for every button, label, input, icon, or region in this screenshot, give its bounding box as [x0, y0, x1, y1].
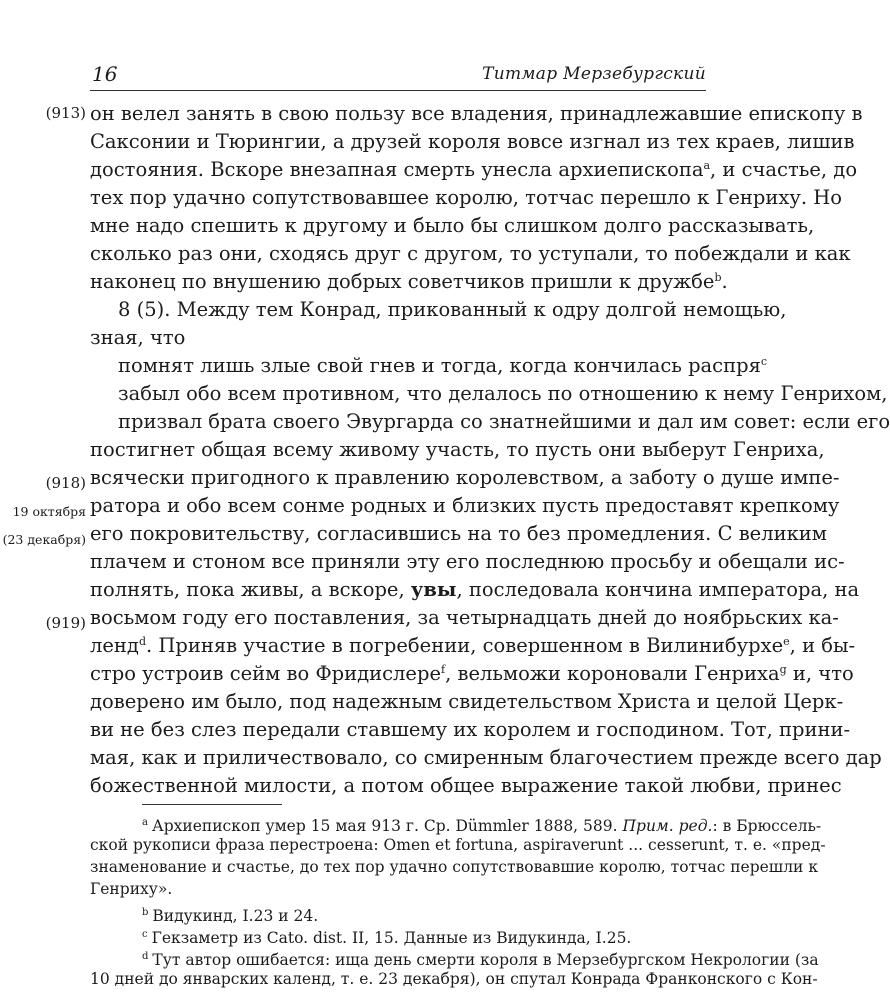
emphasis-uvy: увы	[410, 578, 457, 601]
text-line: мне надо спешить к другому и было бы слишком долго рассказывать,	[90, 214, 815, 237]
text-line: ви не без слез передали ставшему их королем и господином. Тот, прини-	[90, 718, 851, 741]
text-line: постигнет общая всему живому участь, то пусть они выберут Генриха,	[90, 438, 825, 461]
footnote-mark-g: g	[779, 663, 787, 676]
text-line: стро устроив сейм во Фридислере$^f$, вельможи короновали Генриха$^g$ и, что	[90, 662, 854, 685]
text-line: его покровительству, согласившись на то без промедления. С великим	[90, 522, 827, 545]
running-title: Титмар Мерзебургский	[482, 64, 706, 84]
text-line: тех пор удачно сопутствовавшее королю, тотчас перешло к Генриху. Но	[90, 186, 843, 209]
margin-date-dec23: (23 декабря)	[2, 532, 86, 547]
footnote-d: $^d$ Тут автор ошибается: ища день смерти короля в Мерзебургском Некрологии (за	[142, 951, 819, 969]
margin-year-919: (919)	[45, 614, 86, 632]
footnote-rule	[142, 804, 282, 805]
footnote-line: 10 дней до январских календ, т. е. 23 декабря), он спутал Конрада Франконского с Кон-	[90, 970, 818, 988]
text-line: он велел занять в свою пользу все владения, принадлежавшие епископу в	[90, 102, 863, 125]
text-line: ленд$^d$. Приняв участие в погребении, совершенном в Вилинибурхе$^e$, и бы-	[90, 634, 856, 657]
footnote-b: $^b$ Видукинд, I.23 и 24.	[142, 907, 319, 925]
text-line: всячески пригодного к правлению королевством, а заботу о душе импе-	[90, 466, 840, 489]
footnote-a: $^a$ Архиепископ умер 15 мая 913 г. Ср. Dümmler 1888, 589. Прим. ред.: в Брюссель-	[142, 817, 822, 835]
text-line: плачем и стоном все приняли эту его последнюю просьбу и обещали ис-	[90, 550, 845, 573]
text-line: божественной милости, а потом общее выражение такой любви, принес	[90, 774, 842, 797]
text-line: сколько раз они, сходясь друг с другом, то уступали, то побеждали и как	[90, 242, 851, 265]
footnote-mark-d: d	[138, 635, 146, 648]
text-line: призвал брата своего Эвургарда со знатнейшими и дал им совет: если его	[118, 410, 890, 433]
footnote-mark-a: a	[703, 159, 711, 172]
margin-year-913: (913)	[45, 104, 86, 122]
text-line: Саксонии и Тюрингии, а друзей короля вовсе изгнал из тех краев, лишив	[90, 130, 855, 153]
margin-date-oct19: 19 октября	[12, 504, 86, 519]
section-start-8: 8 (5). Между тем Конрад, прикованный к одру долгой немощью,	[118, 298, 787, 321]
page-header	[66, 62, 706, 92]
margin-year-918: (918)	[45, 474, 86, 492]
footnote-c: $^c$ Гекзаметр из Cato. dist. II, 15. Данные из Видукинда, I.25.	[142, 929, 632, 947]
text-line: доверено им было, под надежным свидетельством Христа и целой Церк-	[90, 690, 844, 713]
footnote-line: Генриху».	[90, 880, 173, 898]
footnote-mark-b: b	[714, 271, 722, 284]
text-line: зная, что	[90, 326, 186, 349]
footnote-line: ской рукописи фраза перестроена: Omen et fortuna, aspiraverunt ... cesserunt, т. е. «пред-	[90, 836, 826, 854]
text-line: полнять, пока живы, а вскоре, увы, последовала кончина императора, на	[90, 578, 860, 601]
footnote-line: знаменование и счастье, до тех пор удачно сопутствовавшие королю, тотчас перешли к	[90, 858, 819, 876]
footnote-mark-e: e	[783, 635, 790, 648]
text-line: достояния. Вскоре внезапная смерть унесла архиепископа$^a$, и счастье, до	[90, 158, 858, 181]
text-line: наконец по внушению добрых советчиков пришли к дружбе$^b$.	[90, 270, 728, 293]
text-line: ратора и обо всем сонме родных и близких пусть предоставят крепкому	[90, 494, 840, 517]
text-line: восьмом году его поставления, за четырнадцать дней до ноябрьских ка-	[90, 606, 839, 629]
footnote-mark-c: c	[760, 355, 768, 368]
page-number: 16	[92, 62, 118, 86]
text-line: мая, как и приличествовало, со смиренным благочестием прежде всего дар	[90, 746, 882, 769]
verse-quote: помнят лишь злые свой гнев и тогда, когда кончилась распря$^c$	[118, 354, 768, 377]
text-line: забыл обо всем противном, что делалось по отношению к нему Генрихом,	[118, 382, 888, 405]
header-rule	[90, 90, 706, 91]
footnote-mark-f: f	[441, 663, 446, 676]
